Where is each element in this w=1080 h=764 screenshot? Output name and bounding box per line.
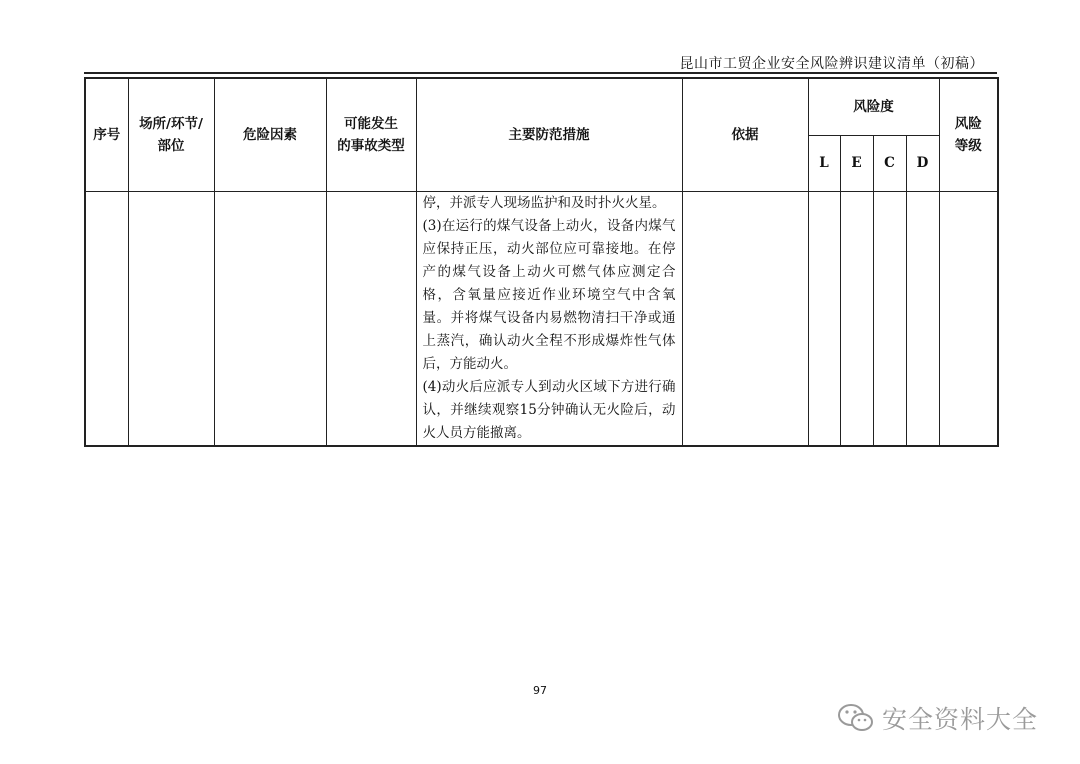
col-header-measures: 主要防范措施 [416, 78, 682, 191]
cell-C [873, 191, 906, 446]
col-header-hazard: 危险因素 [214, 78, 326, 191]
col-header-accident-type: 可能发生 的事故类型 [326, 78, 416, 191]
col-header-risk-degree: 风险度 [808, 78, 939, 135]
cell-location [128, 191, 214, 446]
col-header-location: 场所/环节/ 部位 [128, 78, 214, 191]
watermark [836, 700, 1038, 736]
cell-basis [682, 191, 808, 446]
col-header-basis: 依据 [682, 78, 808, 191]
cell-risk-level [939, 191, 998, 446]
col-header-C: C [873, 135, 906, 191]
col-header-index: 序号 [85, 78, 128, 191]
measure-line: 停，并派专人现场监护和及时扑火火星。 [422, 194, 666, 211]
header-rule [84, 72, 997, 74]
measure-line: (3)在运行的煤气设备上动火，设备内煤气应保持正压，动火部位应可靠接地。在停产的煤气设备上动火可燃气体应测定合格，含氧量应接近作业环境空气中含氧量。并将煤气设备内易燃物清扫干净或通上蒸汽，确认动火全程不形成爆炸性气体后，方能动火。 [422, 217, 676, 372]
cell-hazard [214, 191, 326, 446]
cell-index [85, 191, 128, 446]
risk-identification-table [84, 77, 999, 447]
cell-measures [416, 191, 682, 446]
page-number: 97 [533, 684, 547, 697]
cell-E [840, 191, 873, 446]
watermark-text: 安全资料大全 [882, 705, 1039, 734]
measure-line: (4)动火后应派专人到动火区域下方进行确认，并继续观察15分钟确认无火险后，动火人员方能撤离。 [422, 378, 676, 441]
document-header-title: 昆山市工贸企业安全风险辨识建议清单（初稿） [679, 56, 984, 72]
wechat-icon [836, 702, 876, 734]
col-header-L: L [808, 135, 840, 191]
col-header-risk-level: 风险 等级 [939, 78, 998, 191]
col-header-D: D [906, 135, 939, 191]
cell-accident-type [326, 191, 416, 446]
cell-L [808, 191, 840, 446]
col-header-E: E [840, 135, 873, 191]
cell-D [906, 191, 939, 446]
table-row [85, 191, 998, 446]
